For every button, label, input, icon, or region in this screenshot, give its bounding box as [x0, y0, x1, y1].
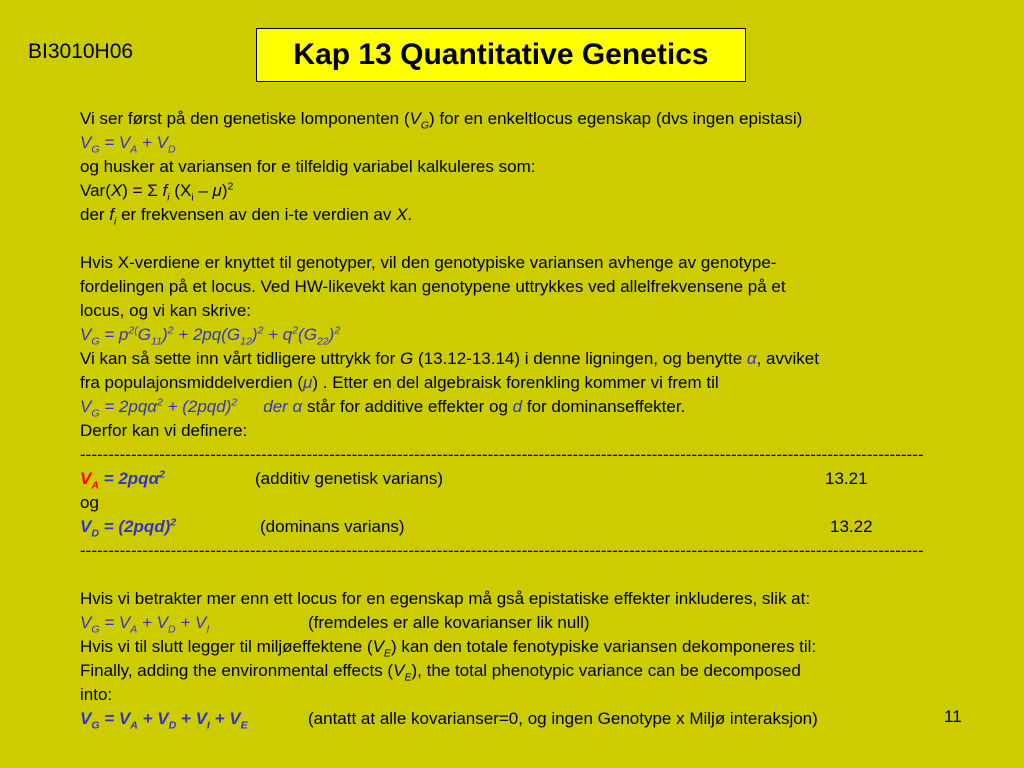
slide-title: Kap 13 Quantitative Genetics	[293, 38, 709, 71]
definition-vd: $V_D = (2pqd)^2$ (dominans varians) 13.22	[80, 516, 873, 540]
blank-line	[80, 227, 960, 251]
formula-vg-hw: $V_G = p^{2(}G_{11})^2 + 2pq(G_{12})^2 + q^2(G_{22})^2$	[80, 324, 341, 348]
text-line-p3-1: Hvis vi betrakter mer enn ett locus for en egenskap må gså epistatiske effekter inkluderes, slik at:	[80, 589, 811, 608]
text-line-p2-2: fordelingen på et locus. Ved HW-likevekt kan genotypene uttrykkes ved allelfrekvensene på et	[80, 277, 786, 296]
text-line-p2-6: fra populajonsmiddelverdien (μ) . Etter en del algebraisk forenkling kommer vi frem til	[80, 373, 719, 392]
divider-bottom: -----------------------------------------------------------------------------------------------------------------------------------------------------	[80, 541, 924, 560]
formula-vg-simplified: $V_G = 2pq\alpha^2 + (2pqd)^2$ der α står for additive effekter og d for dominanseffekter.	[80, 396, 686, 420]
text-line-p3-5: into:	[80, 685, 113, 704]
text-line-1: Vi ser først på den genetiske lomponenten $(V_G)$ for en enkeltlocus egenskap (dvs ingen epistasi)	[80, 109, 803, 132]
divider-top: -----------------------------------------------------------------------------------------------------------------------------------------------------	[80, 445, 924, 464]
definition-va: $V_A = 2pq\alpha^2$ (additiv genetisk varians) 13.21	[80, 468, 868, 492]
page-number: 11	[944, 707, 962, 726]
formula-vg-total: $V_G = V_A + V_D + V_I + V_E$ (antatt at alle kovarianser=0, og ingen Genotype x Miljø interaksjon)	[80, 709, 818, 732]
slide-content	[80, 107, 960, 731]
formula-vg-epistasis: $V_G = V_A + V_D + V_I$ (fremdeles er alle kovarianser lik null)	[80, 613, 590, 636]
text-line-p2-8: Derfor kan vi definere:	[80, 421, 248, 440]
text-line-p2-1: Hvis X-verdiene er knyttet til genotyper, vil den genotypiske variansen avhenge av genotype-	[80, 253, 777, 272]
course-code: BI3010H06	[28, 40, 134, 63]
blank-line	[80, 563, 960, 587]
formula-var: Var(X) = Σ $f_i$ $(X_i - \mu)^2$	[80, 180, 234, 204]
formula-vg: $V_G = V_A + V_D$	[80, 133, 176, 156]
text-line-p2-3: locus, og vi kan skrive:	[80, 301, 252, 320]
text-line-p3-3: Hvis vi til slutt legger til miljøeffektene $(V_E)$ kan den totale fenotypiske variansen dekomponeres til:	[80, 637, 817, 660]
text-line-5: der $f_i$ er frekvensen av den i-te verdien av X.	[80, 205, 413, 228]
text-line-p3-4: Finally, adding the environmental effects $(V_E)$, the total phenotypic variance can be decomposed	[80, 661, 801, 684]
text-line-p2-5: Vi kan så sette inn vårt tidligere uttrykk for G (13.12-13.14) i denne ligningen, og benytte α, avviket	[80, 349, 819, 368]
text-line-3: og husker at variansen for e tilfeldig variabel kalkuleres som:	[80, 157, 536, 176]
slide-title-box	[256, 28, 746, 82]
text-og: og	[80, 493, 99, 512]
